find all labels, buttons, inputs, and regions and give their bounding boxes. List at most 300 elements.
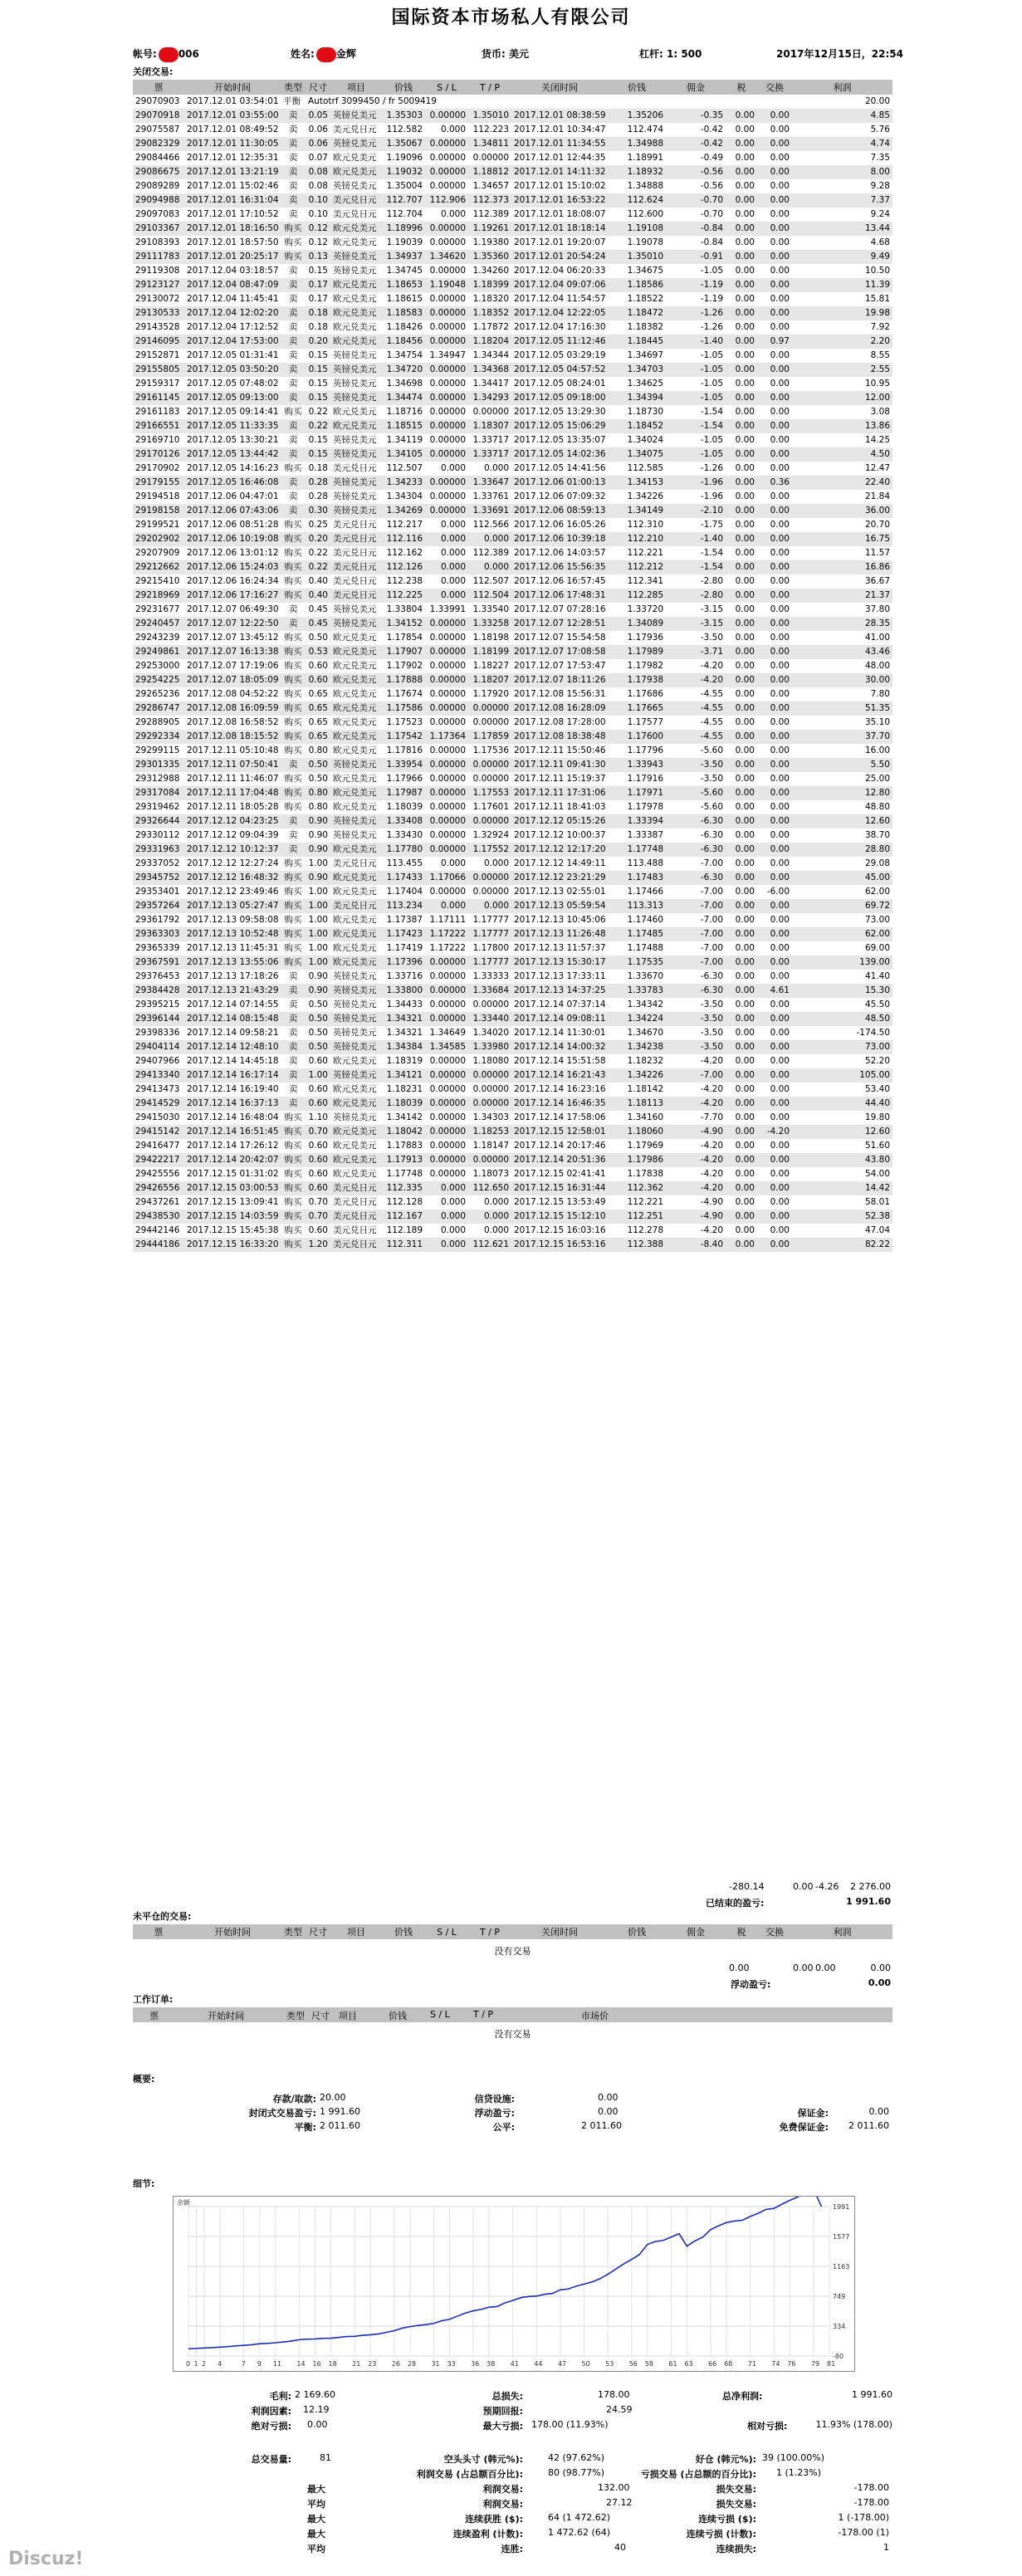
table-cell: 购买 xyxy=(281,1238,306,1252)
table-cell: 1.18452 xyxy=(608,419,666,433)
table-cell: 1.33408 xyxy=(382,814,425,829)
table-cell: 0.00 xyxy=(726,1181,757,1195)
table-cell: 购买 xyxy=(281,560,306,574)
table-cell: 0.00 xyxy=(757,1068,792,1083)
table-cell: 1.17600 xyxy=(608,730,666,744)
table-cell: 2017.12.06 14:03:57 xyxy=(514,548,606,558)
table-cell: 购买 xyxy=(284,858,302,868)
table-cell: 0.00 xyxy=(735,1028,755,1038)
table-cell: 112.128 xyxy=(386,1197,423,1207)
table-cell: 2017.12.06 16:24:34 xyxy=(187,576,279,586)
table-cell: 0.00 xyxy=(757,1181,792,1195)
table-cell: 购买 xyxy=(284,689,302,699)
table-row xyxy=(133,320,892,335)
x-tick-label: 9 xyxy=(257,2360,262,2368)
table-cell: 0.60 xyxy=(306,673,330,687)
table-cell: -4.20 xyxy=(666,673,726,687)
table-cell: 1.33440 xyxy=(468,1012,511,1026)
table-cell: 29422217 xyxy=(133,1153,184,1167)
table-cell: 1.18653 xyxy=(382,278,425,292)
table-cell: 0.00000 xyxy=(429,1112,466,1122)
table-cell: 0.00000 xyxy=(425,1012,468,1026)
table-cell: 2017.12.07 13:45:12 xyxy=(187,633,279,643)
table-cell: 1.34675 xyxy=(627,266,663,276)
table-cell: 2017.12.01 18:16:50 xyxy=(184,222,281,236)
column-header: T / P xyxy=(473,2009,494,2020)
table-cell: 卖 xyxy=(281,363,306,377)
table-cell: 1.34888 xyxy=(627,181,663,191)
table-cell: 1.17523 xyxy=(386,717,423,727)
table-cell: 2017.12.07 18:05:09 xyxy=(184,673,281,687)
table-cell: 20.70 xyxy=(864,520,890,530)
table-cell: -3.50 xyxy=(700,633,723,643)
table-cell: -3.50 xyxy=(666,758,726,772)
table-cell: -7.00 xyxy=(666,1068,726,1083)
table-cell: 1.34433 xyxy=(386,1000,423,1009)
table-header-row xyxy=(133,1924,892,1939)
table-cell: 英镑兑美元 xyxy=(333,1112,377,1122)
table-cell: 29299115 xyxy=(135,745,180,755)
table-row xyxy=(133,335,892,349)
table-cell: 12.47 xyxy=(864,463,890,473)
table-cell: 0.00000 xyxy=(429,661,466,671)
table-cell: 英镑兑美元 xyxy=(330,504,382,518)
table-cell: 购买 xyxy=(281,956,306,970)
table-cell: 2017.12.04 09:07:06 xyxy=(511,278,608,292)
table-cell: 0.90 xyxy=(308,830,328,840)
table-cell: 1.34754 xyxy=(386,350,423,360)
table-cell: 2017.12.15 13:09:41 xyxy=(187,1197,279,1207)
table-cell: 0.90 xyxy=(306,814,330,829)
table-cell: 0.000 xyxy=(425,1181,468,1195)
table-cell: 112.507 xyxy=(472,576,509,586)
table-cell: 0.00000 xyxy=(425,814,468,829)
table-cell: 欧元兑美元 xyxy=(330,419,382,433)
table-cell: 2017.12.07 15:54:58 xyxy=(514,633,606,643)
table-cell: 29207909 xyxy=(135,548,180,558)
table-cell: 卖 xyxy=(281,843,306,857)
table-cell: 0.000 xyxy=(440,520,466,530)
table-cell: 0.00 xyxy=(757,589,792,603)
table-cell: 2017.12.15 16:33:20 xyxy=(184,1238,281,1252)
table-cell: 29249861 xyxy=(133,645,184,659)
table-cell: 112.238 xyxy=(386,576,423,586)
table-cell: 0.00 xyxy=(770,689,790,699)
table-cell: 美元兑日元 xyxy=(333,520,377,530)
table-cell: 1.17854 xyxy=(386,633,423,643)
table-cell: 0.00 xyxy=(770,548,790,558)
table-cell: 卖 xyxy=(281,137,306,151)
column-header: 票 xyxy=(149,2011,159,2021)
table-cell: 20.00 xyxy=(864,96,890,106)
table-cell: 英镑兑美元 xyxy=(330,1012,382,1026)
table-cell: 0.00 xyxy=(726,1125,757,1139)
column-header: 类型 xyxy=(286,2011,305,2021)
table-cell: 欧元兑美元 xyxy=(333,943,377,953)
table-cell: 英镑兑美元 xyxy=(330,984,382,998)
table-cell: 0.60 xyxy=(306,1097,330,1111)
table-cell: 1.35010 xyxy=(608,250,666,264)
table-cell: 69.00 xyxy=(864,943,890,953)
column-header: 交换 xyxy=(757,1924,792,1939)
table-cell: 29159317 xyxy=(135,379,180,389)
table-cell: 2017.12.12 12:17:20 xyxy=(511,843,608,857)
table-cell: 0.00 xyxy=(735,153,755,163)
table-cell: 欧元兑美元 xyxy=(333,1056,377,1066)
table-cell: 英镑兑美元 xyxy=(333,379,377,389)
table-cell: 0.25 xyxy=(308,520,328,530)
table-cell: 29331963 xyxy=(133,843,184,857)
table-cell: 13.44 xyxy=(792,222,892,236)
table-cell: 欧元兑美元 xyxy=(330,1097,382,1111)
x-tick-label: 50 xyxy=(581,2360,590,2368)
table-cell: 0.00000 xyxy=(429,802,466,812)
details-label: 细节: xyxy=(133,2178,155,2189)
table-cell: 0.00 xyxy=(757,532,792,546)
table-cell: 1.33991 xyxy=(429,604,466,614)
table-cell: 欧元兑美元 xyxy=(333,774,377,784)
x-tick-label: 28 xyxy=(407,2360,417,2368)
table-cell: 2017.12.15 12:58:01 xyxy=(511,1125,608,1139)
table-cell: 0.65 xyxy=(306,730,330,744)
table-cell: 0.22 xyxy=(308,407,328,417)
table-cell: 2017.12.11 17:31:06 xyxy=(511,786,608,800)
table-cell: 1.18615 xyxy=(386,294,423,304)
column-header: 交换 xyxy=(757,80,792,95)
x-tick-label: 16 xyxy=(312,2360,321,2368)
table-row xyxy=(133,208,892,222)
table-cell: 0.00 xyxy=(735,971,755,981)
table-cell: 2017.12.13 05:59:54 xyxy=(511,899,608,913)
column-header: 类型 xyxy=(281,80,306,95)
total-swap: -4.26 xyxy=(815,1881,839,1892)
table-cell: -4.20 xyxy=(666,1153,726,1167)
table-cell: 英镑兑美元 xyxy=(333,266,377,276)
table-cell: 0.00 xyxy=(757,137,792,151)
table-cell: 44.40 xyxy=(792,1097,892,1111)
table-cell: 0.00 xyxy=(770,830,790,840)
column-header: S / L xyxy=(430,2009,450,2020)
table-cell: 0.00 xyxy=(726,871,757,885)
table-cell: 52.20 xyxy=(864,1056,890,1066)
table-cell: 0.00 xyxy=(757,645,792,659)
table-row xyxy=(133,1195,892,1210)
table-cell: 1.33954 xyxy=(382,758,425,772)
table-cell: -1.54 xyxy=(700,407,723,417)
table-cell: -3.50 xyxy=(700,774,723,784)
table-cell: 1.17542 xyxy=(382,730,425,744)
y-tick-label: 334 xyxy=(833,2323,846,2331)
table-cell: 2017.12.06 07:43:06 xyxy=(184,504,281,518)
table-cell: 0.60 xyxy=(308,1225,328,1235)
table-cell: 1.33761 xyxy=(472,491,509,501)
table-cell: 0.50 xyxy=(308,633,328,643)
table-cell: -4.20 xyxy=(666,1097,726,1111)
table-cell: 卖 xyxy=(281,814,306,829)
table-cell: 0.15 xyxy=(306,391,330,405)
table-cell: 0.00 xyxy=(726,504,757,518)
table-cell: 19.98 xyxy=(792,306,892,320)
table-cell: 2017.12.04 17:16:30 xyxy=(514,322,606,332)
table-cell: -7.00 xyxy=(700,858,723,868)
column-header: 价钱 xyxy=(382,80,425,95)
table-cell: 1.33804 xyxy=(386,604,423,614)
table-cell: 0.00 xyxy=(735,1169,755,1179)
table-cell: 0.00 xyxy=(757,758,792,772)
table-cell: 8.55 xyxy=(870,350,890,360)
table-cell: 112.162 xyxy=(386,548,423,558)
table-cell: 0.00 xyxy=(770,435,790,445)
table-cell: 2017.12.01 20:54:24 xyxy=(511,250,608,264)
table-cell: 2017.12.15 16:03:16 xyxy=(514,1225,606,1235)
table-cell: 卖 xyxy=(281,278,306,292)
table-row xyxy=(133,193,892,208)
table-cell: 2017.12.01 08:49:52 xyxy=(187,125,279,134)
table-cell: 卖 xyxy=(281,984,306,998)
table-cell: 1.33943 xyxy=(608,758,666,772)
table-cell: 卖 xyxy=(288,125,298,134)
table-row xyxy=(133,518,892,532)
table-cell: 36.00 xyxy=(792,504,892,518)
table-cell: 0.00000 xyxy=(429,266,466,276)
table-cell: 卖 xyxy=(281,1040,306,1054)
table-cell: 0.00 xyxy=(757,504,792,518)
table-cell: 2017.12.14 07:14:55 xyxy=(187,1000,279,1009)
table-cell: 0.08 xyxy=(308,181,328,191)
table-cell: 19.80 xyxy=(864,1112,890,1122)
table-cell: -5.60 xyxy=(700,745,723,755)
table-cell: 29326644 xyxy=(133,814,184,829)
table-cell: 1.18426 xyxy=(386,322,423,332)
table-cell: 0.06 xyxy=(306,137,330,151)
table-cell: 美元兑日元 xyxy=(330,589,382,603)
table-cell: 29231677 xyxy=(135,604,180,614)
column-header: S / L xyxy=(425,80,468,95)
table-cell: 113.313 xyxy=(608,899,666,913)
table-cell: 4.61 xyxy=(757,984,792,998)
table-cell: 0.00000 xyxy=(429,237,466,247)
x-tick-label: 4 xyxy=(218,2360,222,2368)
table-cell: 0.000 xyxy=(483,858,509,868)
table-cell: 29301335 xyxy=(133,758,184,772)
table-cell: 29413473 xyxy=(135,1084,180,1094)
working-orders-header xyxy=(133,2007,892,2022)
table-cell: 0.00000 xyxy=(425,673,468,687)
table-cell: 0.18 xyxy=(306,306,330,320)
table-cell: 2017.12.01 18:57:50 xyxy=(187,237,279,247)
table-cell: 112.189 xyxy=(386,1225,423,1235)
table-cell: 29398336 xyxy=(135,1028,180,1038)
table-cell: -3.50 xyxy=(700,1028,723,1038)
table-cell: 卖 xyxy=(281,504,306,518)
table-cell: 0.00000 xyxy=(472,153,509,163)
table-cell: 美元兑日元 xyxy=(333,209,377,219)
table-cell: 112.389 xyxy=(472,548,509,558)
table-cell: -1.05 xyxy=(700,266,723,276)
table-cell: 2017.12.06 13:01:12 xyxy=(187,548,279,558)
table-cell: 1.19096 xyxy=(386,153,423,163)
table-cell: 1.17536 xyxy=(472,745,509,755)
table-cell: 0.00 xyxy=(726,758,757,772)
table-cell: 0.00000 xyxy=(468,758,511,772)
table-cell: 1.17780 xyxy=(382,843,425,857)
table-cell: 0.00 xyxy=(726,927,757,941)
table-cell: 0.00 xyxy=(770,1112,790,1122)
table-cell: 0.00 xyxy=(757,927,792,941)
x-tick-label: 81 xyxy=(827,2360,836,2368)
table-cell: 欧元兑美元 xyxy=(333,407,377,417)
table-cell: 0.00000 xyxy=(472,407,509,417)
table-cell: 0.00 xyxy=(770,576,790,586)
table-cell: -4.20 xyxy=(666,1181,726,1195)
table-cell: 0.05 xyxy=(306,109,330,123)
table-cell: 0.00 xyxy=(735,350,755,360)
column-header: 票 xyxy=(133,1924,184,1939)
table-cell: 1.18456 xyxy=(382,335,425,349)
table-cell: 0.00 xyxy=(757,673,792,687)
table-cell: 29330112 xyxy=(135,830,180,840)
table-cell: 欧元兑美元 xyxy=(330,222,382,236)
table-cell: 2017.12.01 14:11:32 xyxy=(511,165,608,179)
table-cell: 0.45 xyxy=(306,617,330,631)
table-cell: 2017.12.04 12:02:20 xyxy=(184,306,281,320)
table-cell: 1.18080 xyxy=(472,1056,509,1066)
table-cell: 0.00000 xyxy=(425,137,468,151)
x-tick-label: 63 xyxy=(684,2360,693,2368)
table-cell: 29442146 xyxy=(135,1225,180,1235)
floating-value: 0.00 xyxy=(868,1977,891,1988)
table-cell: 0.00 xyxy=(770,520,790,530)
table-cell: -6.30 xyxy=(700,830,723,840)
table-row xyxy=(133,1111,892,1125)
table-cell: 1.17800 xyxy=(472,943,509,953)
column-header: 开始时间 xyxy=(184,1924,281,1939)
table-cell: 0.000 xyxy=(483,1197,509,1207)
table-cell: 2017.12.13 21:43:29 xyxy=(184,984,281,998)
table-cell: 欧元兑美元 xyxy=(333,915,377,925)
table-cell: 2017.12.05 13:35:07 xyxy=(514,435,606,445)
table-cell: 2017.12.13 09:58:08 xyxy=(187,915,279,925)
table-cell: 英镑兑美元 xyxy=(330,1068,382,1083)
table-cell: 7.35 xyxy=(870,153,890,163)
table-cell: 卖 xyxy=(281,109,306,123)
table-cell: 0.00000 xyxy=(429,407,466,417)
table-cell: 卖 xyxy=(281,1012,306,1026)
table-cell: 0.00000 xyxy=(425,645,468,659)
table-cell: 英镑兑美元 xyxy=(333,491,377,501)
table-cell: 英镑兑美元 xyxy=(330,250,382,264)
table-row xyxy=(133,589,892,603)
table-cell: 1.33800 xyxy=(382,984,425,998)
table-cell: 1.17883 xyxy=(386,1141,423,1151)
table-cell: 0.00 xyxy=(735,1197,755,1207)
table-cell: 2017.12.01 18:08:07 xyxy=(514,209,606,219)
table-cell: 1.34238 xyxy=(608,1040,666,1054)
table-cell: 2017.12.14 14:00:32 xyxy=(511,1040,608,1054)
table-cell: 112.906 xyxy=(425,193,468,208)
table-cell: 美元兑日元 xyxy=(333,548,377,558)
table-cell: 2017.12.05 09:14:41 xyxy=(187,407,279,417)
table-cell: 1.18586 xyxy=(608,278,666,292)
table-cell: 1.17586 xyxy=(382,701,425,716)
column-header: 佣金 xyxy=(666,80,726,95)
table-cell: 0.00 xyxy=(735,830,755,840)
table-cell: 0.00 xyxy=(726,447,757,462)
table-cell: 29075587 xyxy=(135,125,180,134)
column-header: 价钱 xyxy=(382,1924,425,1939)
column-header: 关闭时间 xyxy=(511,1924,608,1939)
column-header: T / P xyxy=(468,80,511,95)
table-cell: 2017.12.01 15:10:02 xyxy=(514,181,606,191)
table-cell: 112.285 xyxy=(608,589,666,603)
table-cell: 14.42 xyxy=(792,1181,892,1195)
table-cell: 1.34260 xyxy=(472,266,509,276)
open-trades-table xyxy=(133,1924,892,1939)
table-cell: 52.38 xyxy=(792,1210,892,1224)
table-cell: 0.00000 xyxy=(425,1125,468,1139)
table-cell: 29414529 xyxy=(133,1097,184,1111)
table-cell: 0.15 xyxy=(308,350,328,360)
table-cell: 0.00000 xyxy=(429,887,466,897)
column-header: 类型 xyxy=(281,1924,306,1939)
table-cell: 2017.12.12 05:15:26 xyxy=(511,814,608,829)
table-cell: 1.17577 xyxy=(627,717,663,727)
table-cell: -0.42 xyxy=(666,137,726,151)
table-cell: 0.00 xyxy=(770,661,790,671)
table-cell: -1.05 xyxy=(666,391,726,405)
table-cell: 1.17222 xyxy=(429,943,466,953)
table-cell: 0.00 xyxy=(735,717,755,727)
table-row xyxy=(133,941,892,956)
table-cell: 1.18042 xyxy=(382,1125,425,1139)
table-cell: 0.000 xyxy=(425,589,468,603)
table-row xyxy=(133,730,892,744)
table-cell: 英镑兑美元 xyxy=(333,1000,377,1009)
table-cell: 0.00 xyxy=(735,604,755,614)
table-row xyxy=(133,645,892,659)
table-cell: 欧元兑美元 xyxy=(333,1169,377,1179)
table-cell: 112.223 xyxy=(472,125,509,134)
table-cell: 购买 xyxy=(284,1225,302,1235)
table-cell: 0.000 xyxy=(440,209,466,219)
table-cell: 2017.12.05 11:12:46 xyxy=(511,335,608,349)
closed-pl-value: 1 991.60 xyxy=(846,1896,891,1907)
table-row xyxy=(133,123,892,137)
table-cell: 0.00 xyxy=(770,604,790,614)
table-cell: 0.00 xyxy=(735,1084,755,1094)
table-cell: 1.34703 xyxy=(608,363,666,377)
table-row xyxy=(133,391,892,405)
table-row xyxy=(133,1040,892,1054)
table-cell: 0.12 xyxy=(308,237,328,247)
table-cell: 1.33980 xyxy=(468,1040,511,1054)
table-cell: 0.00 xyxy=(757,1153,792,1167)
table-cell: 2017.12.01 18:18:14 xyxy=(511,222,608,236)
table-cell: 0.00000 xyxy=(425,447,468,462)
table-cell: 0.00 xyxy=(757,871,792,885)
table-cell: 欧元兑美元 xyxy=(333,322,377,332)
table-cell: 29254225 xyxy=(133,673,184,687)
table-row xyxy=(133,363,892,377)
table-cell: 0.00000 xyxy=(472,1084,509,1094)
table-cell: 29152871 xyxy=(135,350,180,360)
table-cell: -1.19 xyxy=(666,278,726,292)
table-cell: 2017.12.07 07:28:16 xyxy=(514,604,606,614)
table-cell: 0.00000 xyxy=(425,758,468,772)
table-cell: 2017.12.07 12:28:51 xyxy=(511,617,608,631)
table-cell: 2017.12.01 12:44:35 xyxy=(514,153,606,163)
table-cell: 1.34697 xyxy=(627,350,663,360)
